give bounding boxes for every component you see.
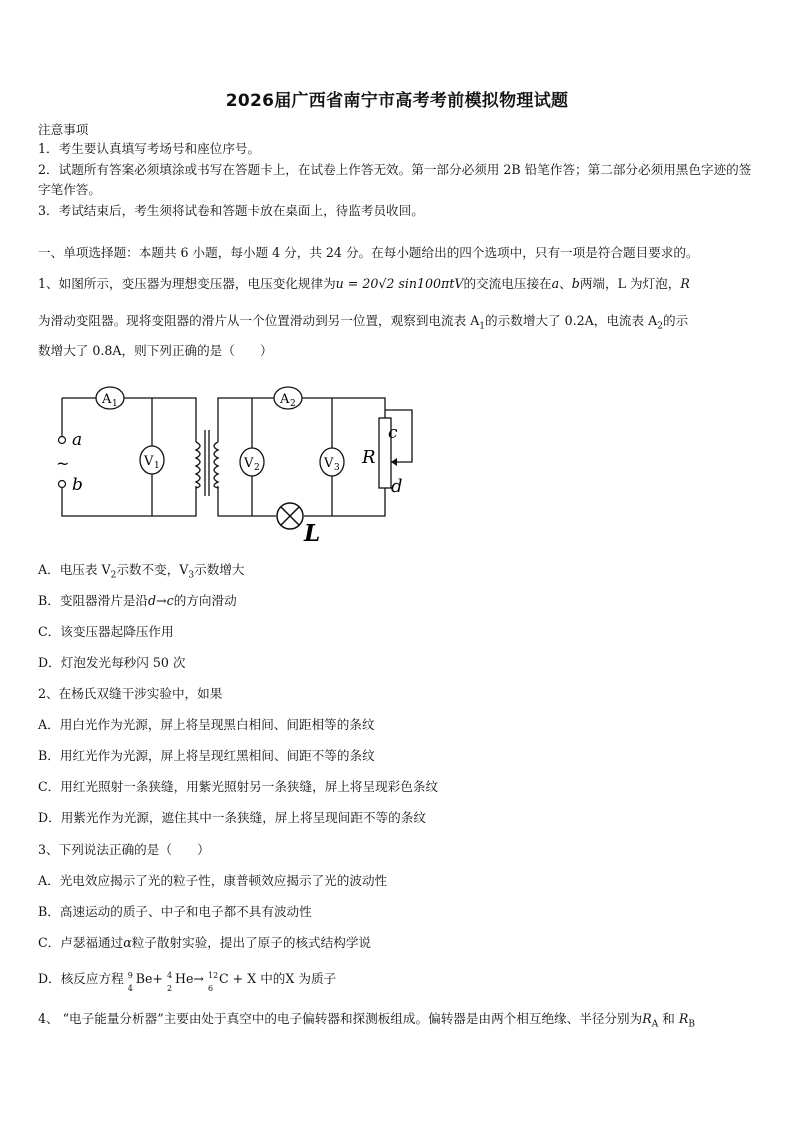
svg-text:1: 1: [154, 461, 160, 471]
q3-option-b: B．高速运动的质子、中子和电子都不具有波动性: [38, 904, 312, 919]
be-nuclide-numbers: 9 4: [127, 970, 133, 993]
lamp-l: [277, 503, 320, 547]
svg-text:1: 1: [112, 399, 118, 409]
section-heading: 一、单项选择题：本题共 6 小题，每小题 4 分，共 24 分。在每小题给出的四个选项中，只有一项是符合题目要求的。: [38, 245, 699, 260]
voltmeter-v2: [240, 448, 264, 476]
svg-text:3: 3: [334, 463, 340, 473]
q3-option-c: C．卢瑟福通过α粒子散射实验，提出了原子的核式结构学说: [38, 935, 371, 950]
svg-text:A: A: [102, 392, 112, 407]
slider-end-c: c: [388, 423, 398, 443]
q1-circuit-diagram: [40, 378, 440, 548]
q2-option-c: C．用红光照射一条狭缝，用紫光照射另一条狭缝，屏上将呈现彩色条纹: [38, 779, 439, 794]
he-nuclide-numbers: 4 2: [166, 970, 173, 993]
slider-end-d: d: [391, 476, 403, 497]
q3-option-d: D．核反应方程 9 4 Be+ 4 2 He→ 12 6 C + X 中的X 为质子: [38, 970, 337, 993]
ac-source-symbol: ~: [56, 454, 70, 473]
notice-item-3: 3．考试结束后，考生须将试卷和答题卡放在桌面上，待监考员收回。: [38, 203, 424, 218]
svg-text:2: 2: [290, 399, 296, 409]
q1-option-a: A．电压表 $V_2$示数不变，$V_3$示数增大: [38, 562, 245, 581]
terminal-b-label: b: [72, 475, 83, 495]
notice-item-2: 2．试题所有答案必须填涂或书写在答题卡上，在试卷上作答无效。第一部分必须用 2B 铅笔作答；第二部分必须用黑色字迹的签字笔作答。: [38, 162, 752, 197]
q1-stem-line1: 1、如图所示，变压器为理想变压器，电压变化规律为u = 20√2 sin100πtV的交流电压接在a、b两端，L 为灯泡，R: [38, 276, 690, 291]
q1-stem-line2: 为滑动变阻器。现将变阻器的滑片从一个位置滑动到另一位置，观察到电流表 $A_1$的示数增大了 0.2A，电流表 $A_2$的示: [38, 313, 689, 332]
svg-text:V: V: [324, 456, 334, 471]
q2-stem: 2、在杨氏双缝干涉实验中，如果: [38, 686, 223, 701]
svg-text:A: A: [280, 392, 290, 407]
voltmeter-v1: [140, 446, 164, 474]
ammeter-a1: [96, 387, 124, 409]
svg-text:V: V: [144, 454, 154, 469]
ammeter-a2: [274, 387, 302, 409]
q1-option-b: B．变阻器滑片是沿d→c的方向滑动: [38, 593, 237, 608]
svg-text:2: 2: [254, 463, 260, 473]
svg-text:L: L: [304, 520, 321, 547]
q1-option-d: D．灯泡发光每秒闪 50 次: [38, 655, 186, 670]
q1-stem-line3: 数增大了 0.8A，则下列正确的是（ ）: [38, 343, 273, 358]
q2-option-a: A．用白光作为光源，屏上将呈现黑白相间、间距相等的条纹: [38, 717, 375, 732]
notice-item-1: 1．考生要认真填写考场号和座位序号。: [38, 141, 261, 156]
page-title: 2026届广西省南宁市高考考前模拟物理试题: [225, 91, 569, 111]
q4-stem: 4、 “电子能量分析器”主要由处于真空中的电子偏转器和探测板组成。偏转器是由两个相互绝缘、半径分别为$R_A$ 和 $R_B$: [38, 1011, 695, 1030]
q2-option-d: D．用紫光作为光源，遮住其中一条狭缝，屏上将呈现间距不等的条纹: [38, 810, 426, 825]
svg-text:V: V: [244, 456, 254, 471]
q1-option-c: C．该变压器起降压作用: [38, 624, 174, 639]
q2-option-b: B．用红光作为光源，屏上将呈现红黑相间、间距不等的条纹: [38, 748, 375, 763]
svg-text:R: R: [362, 447, 376, 468]
notice-heading: 注意事项: [38, 122, 89, 137]
c-nuclide-numbers: 12 6: [208, 970, 219, 993]
q3-option-a: A．光电效应揭示了光的粒子性，康普顿效应揭示了光的波动性: [38, 873, 388, 888]
rheostat-r: [361, 418, 403, 497]
voltmeter-v3: [320, 448, 344, 476]
q1-voltage-formula: u = 20√2 sin100πtV: [335, 276, 464, 291]
q3-stem: 3、下列说法正确的是（ ）: [38, 842, 210, 857]
terminal-a-label: a: [72, 430, 83, 450]
